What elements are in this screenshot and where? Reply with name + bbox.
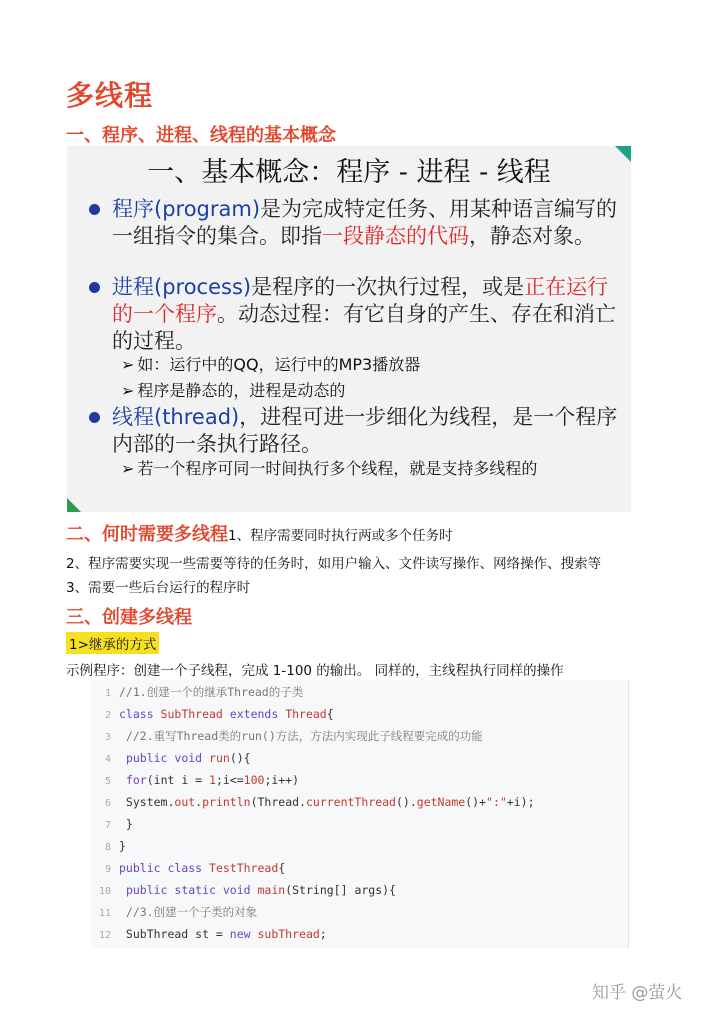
list-item: 3、需要一些后台运行的程序时 [66, 580, 251, 596]
code-line: 1 //1.创建一个的继承Thread的子类 [91, 681, 303, 703]
code-block[interactable] [91, 680, 629, 948]
line-number: 1 [104, 688, 111, 699]
slide-sub-bullet-multithread: ➢ 若一个程序可同一时间执行多个线程，就是支持多线程的 [121, 459, 538, 478]
code-line: 7 } [91, 813, 133, 835]
line-number: 4 [104, 754, 111, 765]
highlighted-subheading: 1>继承的方式 [66, 632, 159, 654]
slide-title: 一、基本概念：程序 - 进程 - 线程 [147, 157, 551, 188]
code-line: 8 } [91, 835, 126, 857]
code-line: 4 public void run(){ [91, 747, 251, 769]
line-number: 3 [104, 732, 111, 743]
code-line: 2 class SubThread extends Thread{ [91, 703, 334, 725]
line-number: 6 [104, 798, 111, 809]
zhihu-watermark: 知乎 @萤火 [592, 983, 683, 1003]
slide-bullet-process: 进程(process)是程序的一次执行过程，或是正在运行的一个程序。动态过程：有它自身的产生、存在和消亡的过程。 [89, 274, 619, 355]
slide-corner-decoration-bottom [67, 498, 81, 512]
arrow-icon: ➢ [121, 459, 135, 478]
line-number: 5 [104, 776, 111, 787]
line-number: 7 [104, 820, 111, 831]
arrow-icon: ➢ [121, 381, 135, 400]
page-title: 多线程 [66, 79, 154, 112]
code-line: 12 SubThread st = new subThread; [91, 923, 327, 945]
slide-bullet-thread: 线程(thread)，进程可进一步细化为线程，是一个程序内部的一条执行路径。 [89, 404, 619, 458]
code-line: 11 //3.创建一个子类的对象 [91, 901, 257, 923]
slide-sub-bullet-static: ➢ 程序是静态的，进程是动态的 [121, 381, 346, 400]
code-line: 5 for(int i = 1;i<=100;i++) [91, 769, 299, 791]
example-description: 示例程序：创建一个子线程，完成 1-100 的输出。 同样的，主线程执行同样的操作 [66, 663, 564, 679]
line-number: 8 [104, 842, 111, 853]
bullet-dot-icon [89, 412, 100, 423]
arrow-icon: ➢ [121, 355, 135, 374]
concept-slide-image [67, 146, 631, 512]
code-line: 6 System.out.println(Thread.currentThread().getName()+":"+i); [91, 791, 535, 813]
code-line: 3 //2.重写Thread类的run()方法，方法内实现此子线程要完成的功能 [91, 725, 483, 747]
code-line: 9 public class TestThread{ [91, 857, 285, 879]
section-heading-when: 二、何时需要多线程 [66, 524, 228, 545]
code-line: 10 public static void main(String[] args){ [91, 879, 396, 901]
bullet-dot-icon [89, 204, 100, 215]
slide-sub-bullet-qq: ➢ 如：运行中的QQ，运行中的MP3播放器 [121, 355, 421, 374]
section-when-multithread [66, 520, 453, 546]
slide-bullet-program: 程序(program)是为完成特定任务、用某种语言编写的一组指令的集合。即指一段静态的代码，静态对象。 [89, 196, 619, 250]
section-heading-concepts: 一、程序、进程、线程的基本概念 [66, 125, 336, 146]
line-number: 12 [98, 930, 111, 941]
line-number: 11 [98, 908, 111, 919]
list-item: 2、程序需要实现一些需要等待的任务时，如用户输入、文件读写操作、网络操作、搜索等 [66, 556, 602, 572]
list-item: 1、程序需要同时执行两或多个任务时 [228, 528, 453, 544]
bullet-dot-icon [89, 282, 100, 293]
line-number: 10 [98, 886, 111, 897]
line-number: 2 [104, 710, 111, 721]
line-number: 9 [104, 864, 111, 875]
section-heading-create: 三、创建多线程 [66, 607, 192, 628]
